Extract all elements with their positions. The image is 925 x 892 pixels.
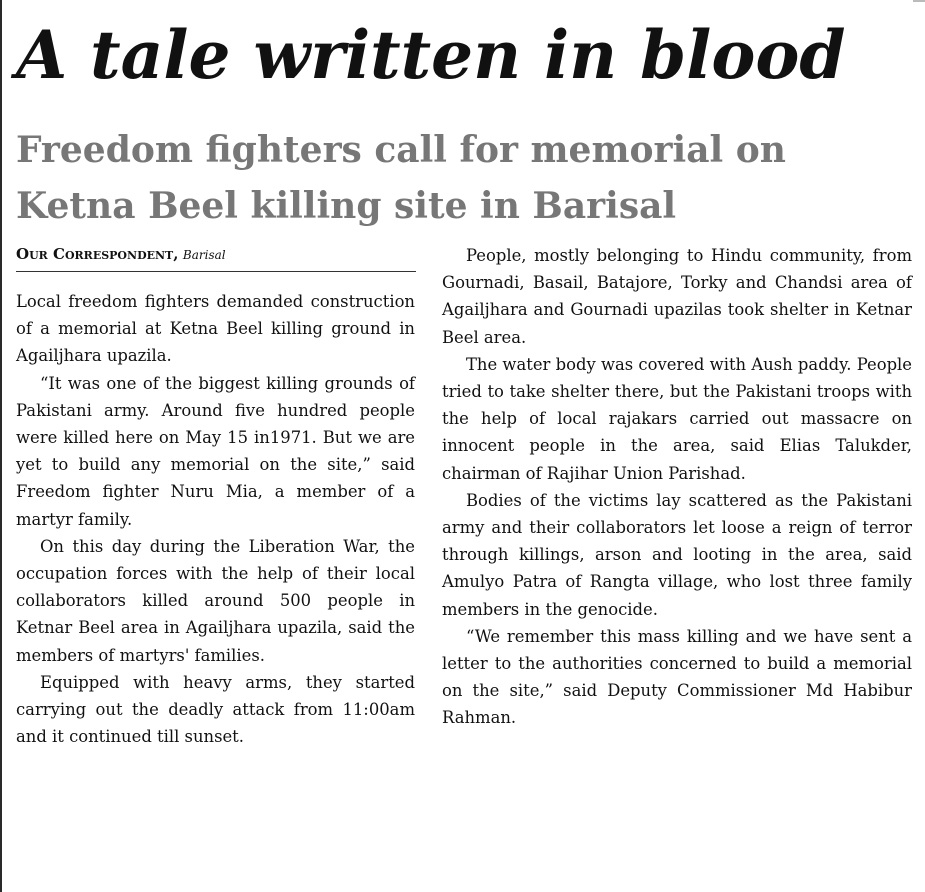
paragraph: Local freedom fighters demanded construction of a memorial at Ketna Beel killing ground in Agailjhara upazila.	[16, 292, 415, 366]
byline-place: Barisal	[182, 248, 226, 262]
paragraph: Equipped with heavy arms, they started carrying out the deadly attack from 11:00am and it continued till sunset.	[16, 672, 415, 747]
subheadline: Freedom fighters call for memorial on Ketna Beel killing site in Barisal	[16, 129, 786, 227]
paragraph: “We remember this mass killing and we have sent a letter to the authorities concerned to build a memorial on the site,” said Deputy Commissioner Md Habibur Rahman.	[442, 626, 912, 728]
paragraph: Bodies of the victims lay scattered as the Pakistani army and their collaborators let loose a reign of terror through killings, arson and looting in the area, said Amulyo Patra of Rangta village, who lost three family members in the genocide.	[442, 490, 912, 619]
byline-name: Our Correspondent,	[16, 245, 179, 263]
byline	[16, 244, 416, 272]
paragraph: The water body was covered with Aush paddy. People tried to take shelter there, but the Pakistani troops with the help of local rajakars carried out massacre on innocent people in the area, said Elias Talukder, chairman of Rajihar Union Parishad.	[442, 354, 912, 483]
article-right-column	[442, 242, 912, 732]
article-left-column	[16, 288, 415, 750]
paragraph: People, mostly belonging to Hindu community, from Gournadi, Basail, Batajore, Torky and Chandsi area of Agailjhara and Gournadi upazilas took shelter in Ketnar Beel area.	[442, 246, 912, 347]
paragraph: On this day during the Liberation War, the occupation forces with the help of their local collaborators killed around 500 people in Ketnar Beel area in Agailjhara upazila, said the members of martyrs' families.	[16, 536, 415, 665]
column-divider-line	[0, 0, 2, 892]
paragraph: “It was one of the biggest killing grounds of Pakistani army. Around five hundred people were killed here on May 15 in1971. But we are yet to build any memorial on the site,” said Freedom fighter Nuru Mia, a member of a martyr family.	[16, 373, 415, 529]
headline: A tale written in blood	[16, 16, 846, 94]
top-edge-line	[913, 0, 925, 2]
